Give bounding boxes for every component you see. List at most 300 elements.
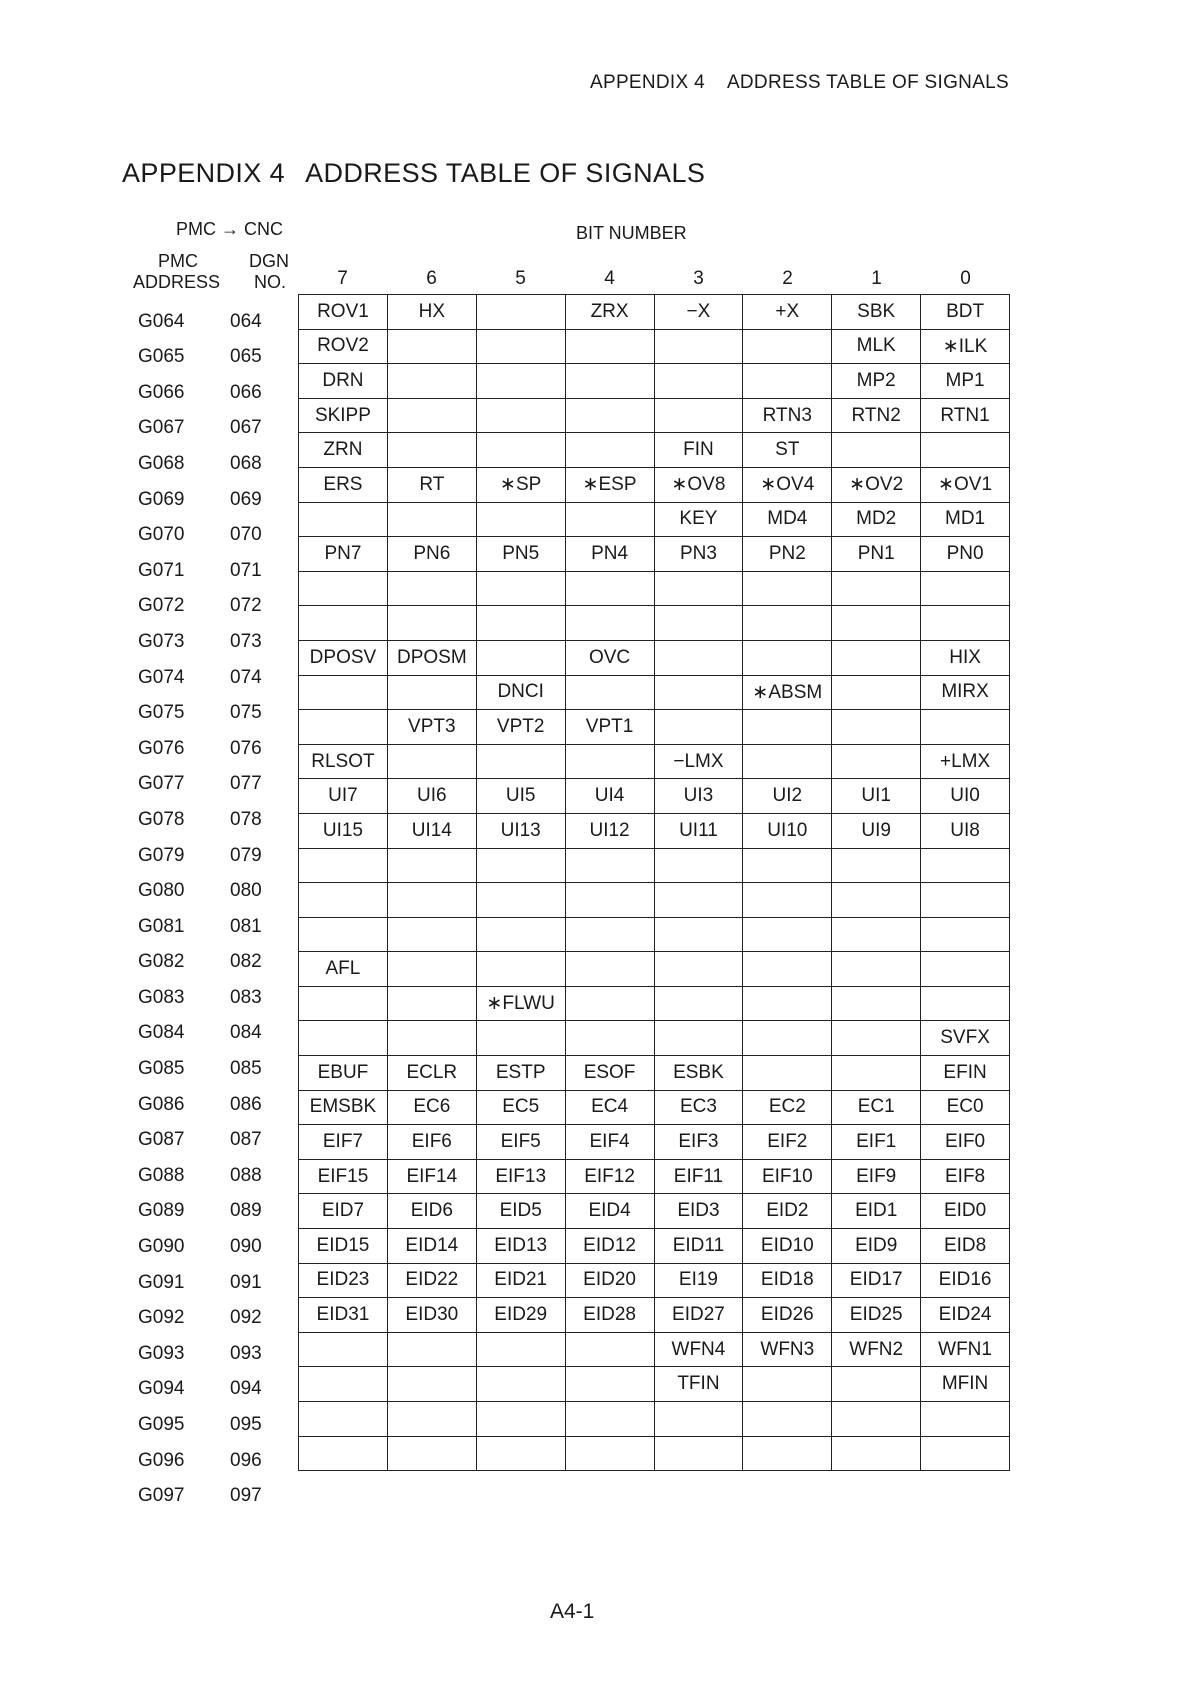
- table-row: [299, 1298, 1010, 1333]
- dgn-number: 066: [230, 381, 262, 403]
- table-row: [299, 1229, 1010, 1264]
- signal-cell: EID8: [921, 1229, 1010, 1264]
- signal-cell: [299, 571, 388, 606]
- row-label: [120, 904, 298, 940]
- signal-cell: [476, 1021, 565, 1056]
- pmc-address: G083: [138, 986, 185, 1008]
- table-row: [299, 675, 1010, 710]
- signal-cell: MP1: [921, 364, 1010, 399]
- signal-cell: MLK: [832, 329, 921, 364]
- signal-cell: [387, 1367, 476, 1402]
- signal-cell: ESBK: [654, 1056, 743, 1091]
- signal-cell: [387, 1402, 476, 1437]
- row-label: [120, 370, 298, 406]
- dgn-number: 070: [230, 524, 262, 546]
- page-title: [122, 158, 705, 189]
- signal-cell: [387, 1332, 476, 1367]
- table-row: [299, 1402, 1010, 1437]
- dgn-number: 079: [230, 844, 262, 866]
- dgn-number: 068: [230, 452, 262, 474]
- pmc-address: G079: [138, 844, 185, 866]
- signal-cell: WFN2: [832, 1332, 921, 1367]
- signal-cell: [832, 986, 921, 1021]
- table-row: [299, 1436, 1010, 1471]
- bit-header: 0: [960, 268, 971, 289]
- signal-cell: [743, 1021, 832, 1056]
- signal-cell: MD1: [921, 502, 1010, 537]
- pmc-address: G093: [138, 1342, 185, 1364]
- signal-cell: EIF11: [654, 1159, 743, 1194]
- signal-cell: [921, 917, 1010, 952]
- pmc-address: G092: [138, 1307, 185, 1329]
- signal-cell: RTN3: [743, 398, 832, 433]
- signal-cell: [654, 952, 743, 987]
- signal-cell: [387, 571, 476, 606]
- signal-cell: [654, 1402, 743, 1437]
- signal-cell: MP2: [832, 364, 921, 399]
- table-row: [299, 1367, 1010, 1402]
- dgn-number: 097: [230, 1485, 262, 1507]
- table-row: [299, 537, 1010, 572]
- signal-cell: [387, 1021, 476, 1056]
- signal-cell: UI7: [299, 779, 388, 814]
- signal-cell: [832, 952, 921, 987]
- signal-cell: EIF12: [565, 1159, 654, 1194]
- signal-cell: [387, 848, 476, 883]
- direction-label: PMC → CNC: [176, 219, 283, 239]
- signal-cell: DPOSV: [299, 640, 388, 675]
- signal-cell: EID14: [387, 1229, 476, 1264]
- signal-cell: [743, 1436, 832, 1471]
- signal-cell: EIF15: [299, 1159, 388, 1194]
- signal-cell: EID2: [743, 1194, 832, 1229]
- signal-cell: EIF9: [832, 1159, 921, 1194]
- signal-cell: [565, 986, 654, 1021]
- signal-cell: [476, 848, 565, 883]
- signal-cell: [743, 744, 832, 779]
- signal-cell: [299, 1367, 388, 1402]
- signal-cell: VPT1: [565, 710, 654, 745]
- signal-cell: PN1: [832, 537, 921, 572]
- dgn-number: 089: [230, 1200, 262, 1222]
- signal-cell: [832, 640, 921, 675]
- signal-cell: UI15: [299, 813, 388, 848]
- pmc-address: G075: [138, 702, 185, 724]
- signal-cell: [476, 1332, 565, 1367]
- signal-cell: UI6: [387, 779, 476, 814]
- row-labels: [120, 299, 298, 1509]
- signal-cell: MD2: [832, 502, 921, 537]
- signal-cell: ESTP: [476, 1056, 565, 1091]
- dgn-number: 064: [230, 310, 262, 332]
- pmc-address: G082: [138, 951, 185, 973]
- pmc-address: G089: [138, 1200, 185, 1222]
- pmc-address: G065: [138, 346, 185, 368]
- row-label: [120, 548, 298, 584]
- signal-cell: EID1: [832, 1194, 921, 1229]
- signal-cell: PN7: [299, 537, 388, 572]
- table-row: [299, 710, 1010, 745]
- dgn-number: 065: [230, 346, 262, 368]
- dgn-number: 087: [230, 1129, 262, 1151]
- row-label: [120, 1296, 298, 1332]
- table-row: [299, 295, 1010, 330]
- signal-cell: [832, 744, 921, 779]
- table-row: [299, 883, 1010, 918]
- dgn-number: 094: [230, 1378, 262, 1400]
- signal-cell: UI4: [565, 779, 654, 814]
- signal-cell: PN4: [565, 537, 654, 572]
- signal-cell: EID12: [565, 1229, 654, 1264]
- signal-cell: [476, 606, 565, 641]
- row-label: [120, 726, 298, 762]
- signal-cell: EID4: [565, 1194, 654, 1229]
- signal-cell: [743, 917, 832, 952]
- row-label: [120, 833, 298, 869]
- row-label: [120, 1260, 298, 1296]
- signal-cell: [299, 917, 388, 952]
- signal-cell: ∗OV8: [654, 467, 743, 502]
- signal-cell: [565, 1436, 654, 1471]
- signal-cell: EID25: [832, 1298, 921, 1333]
- signal-cell: [654, 606, 743, 641]
- signal-cell: [387, 364, 476, 399]
- signal-cell: ∗ABSM: [743, 675, 832, 710]
- signal-cell: [476, 571, 565, 606]
- signal-cell: RLSOT: [299, 744, 388, 779]
- row-label: [120, 619, 298, 655]
- table-row: [299, 398, 1010, 433]
- signal-cell: TFIN: [654, 1367, 743, 1402]
- signal-cell: PN3: [654, 537, 743, 572]
- row-label: [120, 335, 298, 371]
- signal-cell: [654, 1021, 743, 1056]
- signal-cell: UI12: [565, 813, 654, 848]
- signal-cell: ∗OV2: [832, 467, 921, 502]
- signal-cell: [654, 848, 743, 883]
- page-title-text: ADDRESS TABLE OF SIGNALS: [305, 158, 706, 188]
- pmc-address: G091: [138, 1271, 185, 1293]
- pmc-address: G071: [138, 559, 185, 581]
- signal-cell: UI5: [476, 779, 565, 814]
- signal-cell: EIF0: [921, 1125, 1010, 1160]
- signal-cell: [921, 883, 1010, 918]
- row-label: [120, 1402, 298, 1438]
- signal-cell: [921, 1402, 1010, 1437]
- pmc-address: G069: [138, 488, 185, 510]
- signal-cell: [299, 986, 388, 1021]
- table-row: [299, 744, 1010, 779]
- signal-cell: [387, 398, 476, 433]
- pmc-address: G097: [138, 1485, 185, 1507]
- row-label: [120, 1224, 298, 1260]
- signal-cell: [743, 1402, 832, 1437]
- signal-cell: UI14: [387, 813, 476, 848]
- signal-cell: [654, 883, 743, 918]
- signal-cell: [299, 710, 388, 745]
- signal-cell: [299, 502, 388, 537]
- signal-cell: EID27: [654, 1298, 743, 1333]
- dgn-number: 096: [230, 1449, 262, 1471]
- signal-cell: EID7: [299, 1194, 388, 1229]
- signal-cell: [832, 1056, 921, 1091]
- bit-header: 4: [604, 268, 615, 289]
- signal-cell: ROV1: [299, 295, 388, 330]
- signal-cell: EID24: [921, 1298, 1010, 1333]
- signal-cell: [832, 883, 921, 918]
- dgn-number: 081: [230, 915, 262, 937]
- pmc-address: G096: [138, 1449, 185, 1471]
- signal-cell: [299, 848, 388, 883]
- pmc-address: G080: [138, 880, 185, 902]
- signal-cell: [299, 1021, 388, 1056]
- table-row: [299, 1263, 1010, 1298]
- row-label: [120, 762, 298, 798]
- signal-cell: [743, 571, 832, 606]
- pmc-address: G070: [138, 524, 185, 546]
- signal-cell: [565, 571, 654, 606]
- signal-cell: ∗ILK: [921, 329, 1010, 364]
- signal-cell: ∗FLWU: [476, 986, 565, 1021]
- signal-cell: EIF7: [299, 1125, 388, 1160]
- signal-cell: EIF2: [743, 1125, 832, 1160]
- pmc-address: G067: [138, 417, 185, 439]
- signal-cell: [654, 1436, 743, 1471]
- signal-cell: EC0: [921, 1090, 1010, 1125]
- signal-cell: EC1: [832, 1090, 921, 1125]
- table-row: [299, 329, 1010, 364]
- signal-cell: [654, 640, 743, 675]
- signal-cell: [921, 952, 1010, 987]
- signal-cell: [565, 398, 654, 433]
- running-header: [590, 72, 1009, 94]
- signal-cell: [565, 606, 654, 641]
- signal-cell: [476, 1436, 565, 1471]
- signal-cell: [476, 398, 565, 433]
- signal-cell: [387, 502, 476, 537]
- signal-cell: −X: [654, 295, 743, 330]
- signal-cell: EIF6: [387, 1125, 476, 1160]
- signal-cell: RT: [387, 467, 476, 502]
- signal-cell: EC5: [476, 1090, 565, 1125]
- signal-cell: WFN1: [921, 1332, 1010, 1367]
- signal-cell: [832, 1021, 921, 1056]
- table-row: [299, 364, 1010, 399]
- dgn-number: 067: [230, 417, 262, 439]
- signal-cell: [921, 433, 1010, 468]
- signal-cell: [476, 917, 565, 952]
- signal-cell: [565, 329, 654, 364]
- row-label: [120, 797, 298, 833]
- signal-cell: [743, 1367, 832, 1402]
- row-label: [120, 655, 298, 691]
- pmc-address: G085: [138, 1058, 185, 1080]
- dgn-number: 078: [230, 808, 262, 830]
- table-row: [299, 1090, 1010, 1125]
- row-label: [120, 1118, 298, 1154]
- signal-cell: [476, 1367, 565, 1402]
- signal-cell: [743, 848, 832, 883]
- signal-cell: [565, 675, 654, 710]
- table-row: [299, 433, 1010, 468]
- dgn-number: 077: [230, 773, 262, 795]
- signal-cell: [387, 433, 476, 468]
- signal-cell: [654, 398, 743, 433]
- header-address: ADDRESS: [133, 272, 221, 292]
- pmc-address: G077: [138, 773, 185, 795]
- signal-cell: EID3: [654, 1194, 743, 1229]
- signal-cell: DRN: [299, 364, 388, 399]
- table-row: [299, 952, 1010, 987]
- dgn-number: 090: [230, 1236, 262, 1258]
- signal-cell: EIF13: [476, 1159, 565, 1194]
- signal-cell: [654, 571, 743, 606]
- bit-number-label: BIT NUMBER: [576, 223, 687, 243]
- signal-cell: ESOF: [565, 1056, 654, 1091]
- signal-cell: [743, 329, 832, 364]
- table-row: [299, 467, 1010, 502]
- signal-cell: EIF10: [743, 1159, 832, 1194]
- table-row: [299, 640, 1010, 675]
- signal-cell: +LMX: [921, 744, 1010, 779]
- running-header-appendix: APPENDIX 4: [590, 72, 705, 93]
- signal-cell: [832, 571, 921, 606]
- table-row: [299, 848, 1010, 883]
- signal-cell: [832, 675, 921, 710]
- signal-cell: [299, 1436, 388, 1471]
- signal-cell: EID31: [299, 1298, 388, 1333]
- signal-cell: [565, 917, 654, 952]
- signal-cell: [832, 606, 921, 641]
- row-label: [120, 1438, 298, 1474]
- signal-cell: [565, 883, 654, 918]
- signal-cell: HIX: [921, 640, 1010, 675]
- signal-cell: ∗OV1: [921, 467, 1010, 502]
- bit-header: 5: [515, 268, 526, 289]
- signal-cell: RTN1: [921, 398, 1010, 433]
- signal-cell: RTN2: [832, 398, 921, 433]
- dgn-number: 071: [230, 559, 262, 581]
- signal-cell: [299, 606, 388, 641]
- signal-cell: EC6: [387, 1090, 476, 1125]
- signal-cell: EID15: [299, 1229, 388, 1264]
- row-label: [120, 1189, 298, 1225]
- signal-cell: EID23: [299, 1263, 388, 1298]
- signal-cell: [743, 1056, 832, 1091]
- bit-header: 7: [337, 268, 348, 289]
- signal-cell: AFL: [299, 952, 388, 987]
- signal-cell: [387, 1436, 476, 1471]
- row-label: [120, 441, 298, 477]
- signal-cell: PN6: [387, 537, 476, 572]
- signal-cell: [476, 295, 565, 330]
- bit-header: 6: [426, 268, 437, 289]
- signal-cell: [299, 1332, 388, 1367]
- signal-table: [298, 294, 1010, 1471]
- pmc-address: G066: [138, 381, 185, 403]
- signal-cell: [654, 710, 743, 745]
- signal-cell: ECLR: [387, 1056, 476, 1091]
- signal-cell: SVFX: [921, 1021, 1010, 1056]
- signal-cell: [476, 502, 565, 537]
- signal-cell: −LMX: [654, 744, 743, 779]
- table-row: [299, 502, 1010, 537]
- signal-cell: [921, 710, 1010, 745]
- signal-cell: VPT3: [387, 710, 476, 745]
- signal-cell: EID11: [654, 1229, 743, 1264]
- page-number: A4-1: [550, 1600, 595, 1623]
- signal-cell: UI13: [476, 813, 565, 848]
- signal-cell: [476, 744, 565, 779]
- signal-cell: [832, 1367, 921, 1402]
- table-row: [299, 1159, 1010, 1194]
- table-row: [299, 571, 1010, 606]
- table-row: [299, 986, 1010, 1021]
- dgn-number: 083: [230, 986, 262, 1008]
- signal-cell: EIF14: [387, 1159, 476, 1194]
- signal-cell: ZRN: [299, 433, 388, 468]
- signal-cell: ZRX: [565, 295, 654, 330]
- signal-cell: UI11: [654, 813, 743, 848]
- signal-cell: SKIPP: [299, 398, 388, 433]
- signal-cell: [565, 433, 654, 468]
- table-row: [299, 1194, 1010, 1229]
- dgn-number: 093: [230, 1342, 262, 1364]
- pmc-address: G073: [138, 630, 185, 652]
- signal-cell: EID21: [476, 1263, 565, 1298]
- dgn-number: 085: [230, 1058, 262, 1080]
- signal-cell: [832, 917, 921, 952]
- pmc-address: G076: [138, 737, 185, 759]
- dgn-number: 086: [230, 1093, 262, 1115]
- running-header-title: ADDRESS TABLE OF SIGNALS: [726, 72, 1010, 93]
- signal-cell: [832, 1402, 921, 1437]
- signal-cell: [476, 433, 565, 468]
- signal-cell: EIF1: [832, 1125, 921, 1160]
- signal-cell: [654, 675, 743, 710]
- signal-cell: ∗OV4: [743, 467, 832, 502]
- signal-cell: EID18: [743, 1263, 832, 1298]
- signal-cell: [743, 710, 832, 745]
- page-title-appendix: APPENDIX 4: [122, 158, 286, 188]
- signal-cell: PN2: [743, 537, 832, 572]
- dgn-number: 080: [230, 880, 262, 902]
- signal-cell: EIF3: [654, 1125, 743, 1160]
- signal-cell: [743, 952, 832, 987]
- row-label: [120, 869, 298, 905]
- pmc-address: G088: [138, 1164, 185, 1186]
- row-label: [120, 975, 298, 1011]
- signal-cell: [565, 1402, 654, 1437]
- signal-cell: MD4: [743, 502, 832, 537]
- signal-cell: SBK: [832, 295, 921, 330]
- signal-cell: [387, 917, 476, 952]
- signal-cell: [565, 1021, 654, 1056]
- signal-cell: [565, 1367, 654, 1402]
- signal-cell: [654, 329, 743, 364]
- signal-cell: [565, 952, 654, 987]
- signal-cell: [387, 675, 476, 710]
- pmc-address: G090: [138, 1236, 185, 1258]
- signal-cell: EID9: [832, 1229, 921, 1264]
- header-dgn: DGN: [249, 251, 289, 271]
- bit-number-headers: [298, 268, 1010, 290]
- signal-cell: [476, 364, 565, 399]
- row-label: [120, 1046, 298, 1082]
- signal-cell: EIF8: [921, 1159, 1010, 1194]
- header-no: NO.: [254, 272, 287, 292]
- signal-cell: [476, 1402, 565, 1437]
